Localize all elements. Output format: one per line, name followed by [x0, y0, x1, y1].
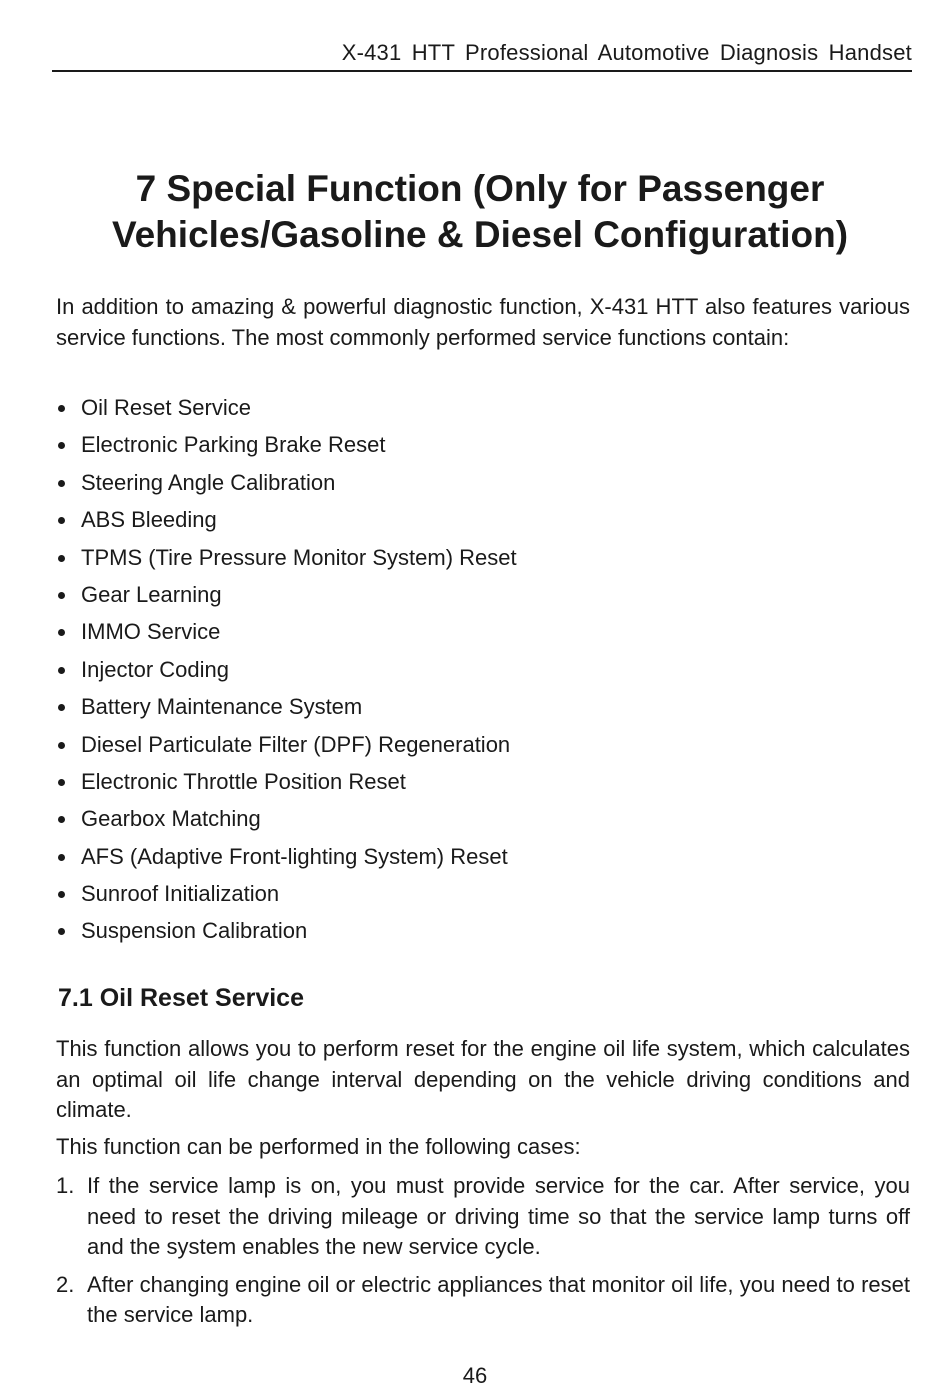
section-title: 7.1 Oil Reset Service: [58, 984, 304, 1012]
list-item: [56, 842, 517, 879]
list-item-text: Electronic Throttle Position Reset: [81, 768, 406, 794]
bullet-icon: [58, 555, 65, 562]
bullet-icon: [58, 704, 65, 711]
service-function-list: [56, 393, 517, 954]
bullet-icon: [58, 480, 65, 487]
chapter-title-line-2: Vehicles/Gasoline & Diesel Configuration): [111, 214, 849, 255]
page-number: 46: [462, 1363, 488, 1388]
list-item-text: IMMO Service: [81, 619, 221, 645]
page-header: [52, 36, 912, 72]
list-item-text: Battery Maintenance System: [81, 694, 363, 720]
list-item: [56, 505, 517, 542]
list-item: [56, 916, 517, 953]
bullet-icon: [58, 854, 65, 861]
bullet-icon: [58, 928, 65, 935]
list-item-number: 2.: [56, 1271, 75, 1297]
bullet-icon: [58, 667, 65, 674]
list-item: [56, 468, 517, 505]
cases-list: [56, 1171, 910, 1338]
list-item-text: Gearbox Matching: [81, 806, 261, 832]
list-item-text: TPMS (Tire Pressure Monitor System) Reset: [81, 544, 517, 570]
list-item-text: Sunroof Initialization: [81, 881, 280, 907]
list-item: [56, 804, 517, 841]
list-item: [56, 655, 517, 692]
list-item: [56, 1171, 910, 1263]
list-item: [56, 393, 517, 430]
bullet-icon: [58, 405, 65, 412]
chapter-title-line-1: 7 Special Function (Only for Passenger: [135, 168, 825, 209]
bullet-icon: [58, 891, 65, 898]
list-item-text: After changing engine oil or electric appliances that monitor oil life, you need to reset the service lamp.: [87, 1271, 910, 1327]
chapter-title: [40, 166, 920, 258]
bullet-icon: [58, 629, 65, 636]
list-item-text: If the service lamp is on, you must provide service for the car. After service, you need to reset the driving mileage or driving time so that the service lamp turns off and the system enables the new service cycle.: [87, 1173, 910, 1259]
list-item-text: ABS Bleeding: [81, 507, 217, 533]
list-item: [56, 1270, 910, 1331]
bullet-icon: [58, 742, 65, 749]
header-title: X-431 HTT Professional Automotive Diagnosis Handset: [341, 40, 912, 65]
list-item: [56, 617, 517, 654]
bullet-icon: [58, 517, 65, 524]
list-item-text: Steering Angle Calibration: [81, 469, 336, 495]
list-item-text: AFS (Adaptive Front-lighting System) Reset: [81, 843, 508, 869]
list-item-text: Electronic Parking Brake Reset: [81, 432, 386, 458]
bullet-icon: [58, 442, 65, 449]
section-paragraph-2: This function can be performed in the following cases:: [56, 1134, 581, 1159]
intro-paragraph: In addition to amazing & powerful diagnostic function, X-431 HTT also features various service functions. The most commonly performed service functions contain:: [56, 294, 910, 350]
list-item-text: Oil Reset Service: [81, 395, 251, 420]
section-paragraph-1: This function allows you to perform reset for the engine oil life system, which calculates an optimal oil life change interval depending on the vehicle driving conditions and climate.: [56, 1036, 910, 1122]
list-item-number: 1.: [56, 1173, 75, 1198]
list-item-text: Suspension Calibration: [81, 918, 308, 944]
list-item: [56, 430, 517, 467]
bullet-icon: [58, 592, 65, 599]
list-item: [56, 767, 517, 804]
list-item: [56, 730, 517, 767]
list-item-text: Injector Coding: [81, 656, 229, 682]
list-item: [56, 580, 517, 617]
list-item-text: Diesel Particulate Filter (DPF) Regeneration: [81, 731, 511, 757]
bullet-icon: [58, 816, 65, 823]
bullet-icon: [58, 779, 65, 786]
list-item: [56, 543, 517, 580]
list-item: [56, 692, 517, 729]
list-item: [56, 879, 517, 916]
list-item-text: Gear Learning: [81, 581, 222, 607]
